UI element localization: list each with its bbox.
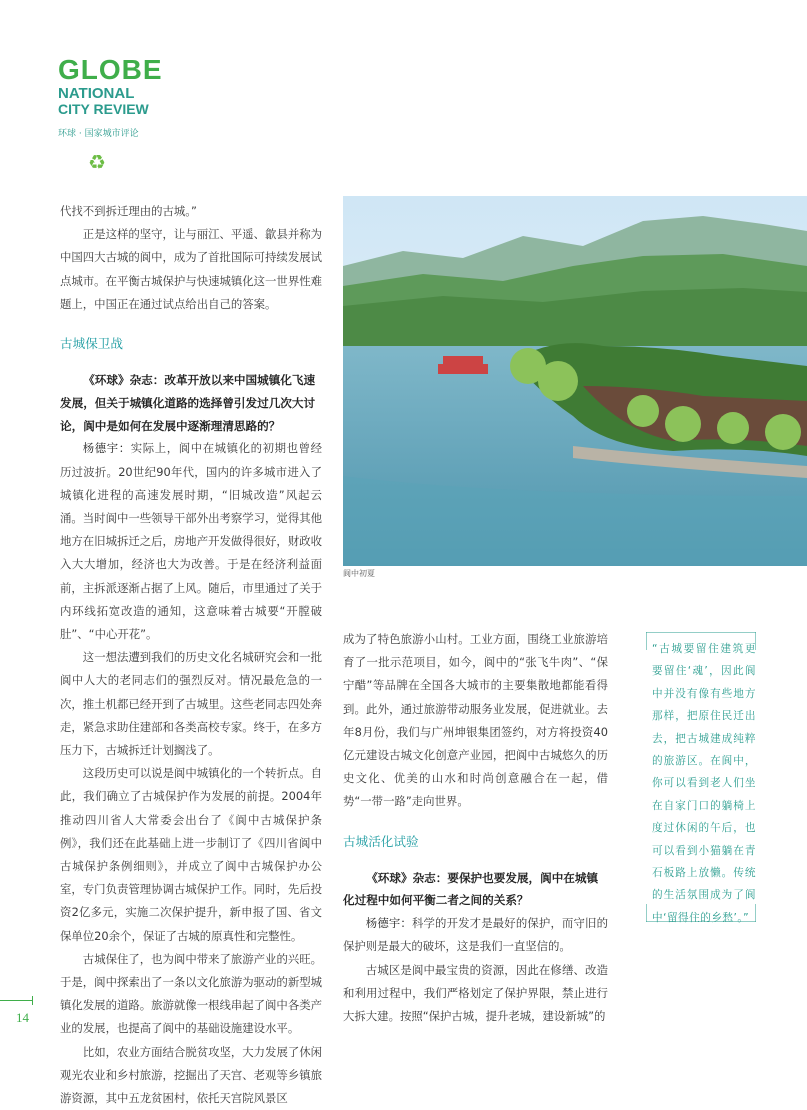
paragraph: 古城保住了，也为阆中带来了旅游产业的兴旺。于是，阆中探索出了一条以文化旅游为驱动的新型城镇化发展的道路。旅游就像一根线串起了阆中各类产业的发展，也提高了阆中的基础设施建设水平。	[60, 951, 323, 1036]
section-heading: 古城保卫战	[60, 336, 123, 352]
landscape-illustration	[343, 196, 807, 566]
paragraph: 成为了特色旅游小山村。工业方面，围绕工业旅游培育了一批示范项目，如今，阆中的“张飞牛肉”、“保宁醋”等品牌在全国各大城市的主要集散地都能看得到。此外，通过旅游带动服务业发展，促进就业。去年8月份，我们与广州坤银集团签约，对方将投资40亿元建设古城文化创意产业园，把阆中古城悠久的历史文化、优美的山水和时尚创意融合在一起，借势“一带一路”走向世界。	[343, 632, 608, 809]
footer-rule	[0, 1000, 32, 1001]
section-heading: 古城活化试验	[343, 833, 419, 849]
interview-question: 《环球》杂志：要保护也要发展，阆中在城镇化过程中如何平衡二者之间的关系？	[343, 870, 599, 908]
footer-tick	[32, 996, 33, 1005]
interview-question: 《环球》杂志：改革开放以来中国城镇化飞速发展，但关于城镇化道路的选择曾引发过几次大讨论，阆中是如何在发展中逐渐理清思路的？	[60, 373, 316, 433]
interview-answer	[60, 437, 322, 646]
paragraph: 正是这样的坚守，让与丽江、平遥、歙县并称为中国四大古城的阆中，成为了首批国际可持续发展试点城市。在平衡古城保护与快速城镇化这一世界性难题上，中国正在通过试点给出自己的答案。	[60, 227, 323, 311]
logo-chinese-subtitle: 环球 · 国家城市评论	[58, 129, 139, 139]
logo-city-review-text: CITY REVIEW	[58, 101, 149, 117]
logo-national-text: NATIONAL	[58, 85, 135, 102]
paragraph: 代找不到拆迁理由的古城。”	[60, 204, 197, 218]
speaker-name: 杨德宇：	[82, 441, 131, 456]
photo-caption: 阆中初夏	[343, 569, 375, 578]
paragraph: 这一想法遭到我们的历史文化名城研究会和一批阆中人大的老同志们的强烈反对。情况最危急的一次，推土机都已经开到了古城里。这些老同志四处奔走，紧急求助住建部和各类高校专家。终于，在多方压力下，古城拆迁计划搁浅了。	[60, 650, 323, 758]
speaker-name: 杨德宇：	[365, 916, 412, 931]
paragraph: 这段历史可以说是阆中城镇化的一个转折点。自此，我们确立了古城保护作为发展的前提。2004年推动四川省人大常委会出台了《阆中古城保护条例》，我们还在此基础上进一步制订了《四川省阆中古城保护条例细则》，并成立了阆中古城保护办公室，专门负责管理协调古城保护工作。同时，先后投资2亿多元，实施二次保护提升，新申报了国、省文保单位20余个，保证了古城的原真性和完整性。	[60, 766, 323, 943]
left-column	[60, 200, 322, 1110]
page-number: 14	[16, 1010, 29, 1025]
logo-globe-text: GLOBE	[58, 54, 163, 85]
answer-text: 实际上，阆中在城镇化的初期也曾经历过波折。20世纪90年代，国内的许多城市进入了城镇化进程的高速发展时期，“旧城改造”风起云涌。当时阆中一些领导干部外出考察学习，觉得其他地方在旧城拆迁之后，房地产开发做得很好，财政收入大大增加，经济也大为改善。于是在经济利益面前，主拆派逐渐占据了上风。随后，市里通过了关于内环线拓宽改造的通知，这意味着古城要“开膛破肚”、“中心开花”。	[60, 441, 322, 642]
interview-answer	[343, 912, 608, 958]
pull-quote: “古城要留住建筑更要留住‘魂’，因此阆中并没有像有些地方那样，把原住民迁出去，把古城建成纯粹的旅游区。在阆中，你可以看到老人们坐在自家门口的躺椅上度过休闲的午后，也可以看到小猫躺在青石板路上放懒。传统的生活氛围成为了阆中‘留得住的乡愁’。”	[652, 643, 756, 924]
paragraph: 比如，农业方面结合脱贫攻坚，大力发展了休闲观光农业和乡村旅游，挖掘出了天宫、老观等乡镇旅游资源，其中五龙贫困村，依托天宫院风景区	[60, 1044, 323, 1106]
answer-text: 科学的开发才是最好的保护，而守旧的保护则是最大的破坏，这是我们一直坚信的。	[343, 916, 608, 954]
recycle-icon: ♻	[88, 150, 106, 174]
middle-column	[343, 628, 608, 1028]
landscape-photo	[343, 196, 807, 566]
paragraph: 古城区是阆中最宝贵的资源，因此在修缮、改造和利用过程中，我们严格划定了保护界限，禁止进行大拆大建。按照“保护古城，提升老城，建设新城”的	[343, 962, 608, 1024]
